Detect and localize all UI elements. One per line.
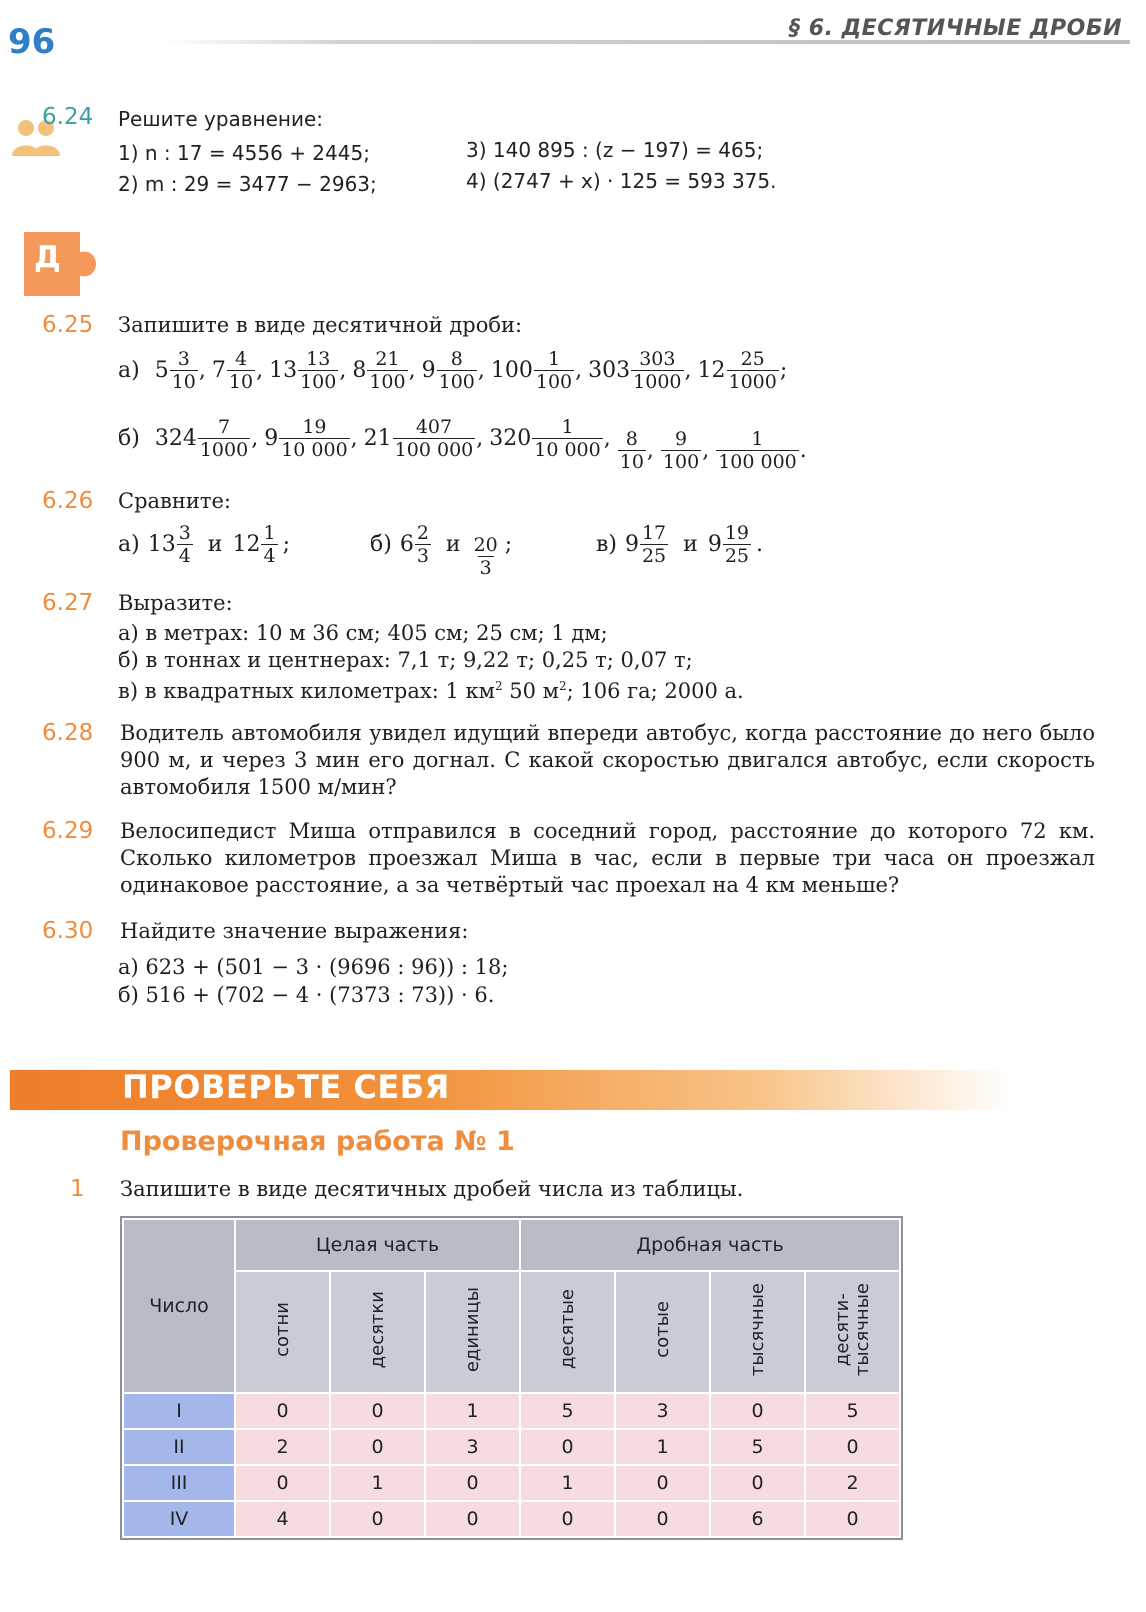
problem-number-6-27: 6.27 (42, 590, 94, 616)
mixed-number (155, 416, 258, 461)
mixed-number (364, 416, 484, 461)
denominator: 10 (171, 371, 196, 393)
separator: , (339, 358, 347, 383)
fraction (279, 416, 349, 461)
numerator: 1 (263, 522, 276, 544)
task-1-text: Запишите в виде десятичных дробей числа из таблицы. (120, 1177, 744, 1201)
denominator: 25 (724, 545, 750, 567)
whole-part: 21 (363, 426, 392, 451)
column-header (235, 1271, 330, 1393)
separator: , (476, 426, 484, 451)
fraction (723, 522, 751, 567)
table-cell: 1 (425, 1393, 520, 1429)
table-cell: 4 (235, 1501, 330, 1537)
whole-part: 320 (489, 426, 532, 451)
equation-4: 4) (2747 + x) · 125 = 593 375. (466, 169, 777, 193)
mixed-number (269, 348, 346, 393)
denominator: 100 000 (394, 439, 474, 461)
problem-number-6-29: 6.29 (42, 818, 94, 844)
denominator: 100 (369, 371, 406, 393)
fraction (198, 416, 250, 461)
table-row (123, 1465, 900, 1501)
table-row (123, 1429, 900, 1465)
mixed-number (264, 416, 357, 461)
fraction (640, 522, 668, 567)
mixed-number (588, 348, 691, 393)
table-cell: 0 (520, 1429, 615, 1465)
denominator: 100 (662, 451, 700, 473)
mixed-number (400, 522, 432, 567)
table-cell: 0 (805, 1501, 900, 1537)
separator: , (646, 438, 654, 463)
numerator: 2 (416, 522, 429, 544)
table-cell: 1 (330, 1465, 425, 1501)
numerator: 13 (306, 348, 331, 370)
header-fraction-part: Дробная часть (520, 1219, 900, 1271)
numerator: 1 (751, 428, 764, 450)
column-header (425, 1271, 520, 1393)
fraction (227, 348, 255, 393)
row-a-label: а) (118, 358, 140, 383)
problem-6-27-c (118, 673, 744, 705)
numerator: 1 (547, 348, 561, 370)
section-title: § 6. ДЕСЯТИЧНЫЕ ДРОБИ (789, 16, 1122, 41)
fraction (472, 534, 500, 579)
problem-6-26-title: Сравните: (118, 489, 231, 513)
mixed-number (491, 348, 582, 393)
table-cell: 0 (330, 1501, 425, 1537)
fraction (261, 522, 277, 567)
numerator: 20 (473, 534, 498, 556)
c-sup-1: 2 (494, 679, 503, 693)
fraction (415, 522, 431, 567)
fraction (661, 428, 701, 473)
denominator: 4 (263, 545, 276, 567)
row-a-items (154, 348, 794, 393)
whole-part: 324 (154, 426, 197, 451)
separator: , (477, 358, 485, 383)
numerator: 303 (639, 348, 676, 370)
table-cell: 3 (425, 1429, 520, 1465)
whole-part: 9 (421, 358, 436, 383)
table-cell: 2 (805, 1465, 900, 1501)
denominator: 25 (641, 545, 667, 567)
denominator: 10 (228, 371, 254, 393)
column-header (520, 1271, 615, 1393)
separator: , (408, 358, 416, 383)
whole-part: 9 (707, 532, 722, 557)
mixed-number (617, 428, 654, 473)
mixed-number (489, 416, 610, 461)
whole-part: 12 (232, 532, 261, 557)
table-cell: 5 (710, 1429, 805, 1465)
denominator: 10 000 (281, 439, 348, 461)
problem-6-28-text: Водитель автомобиля увидел идущий впереди автобус, когда расстояние до него было 900 м, и через 3 мин его догнал. С какой скоростью двигался автобус, если скорость автомобиля 1500 м/мин? (120, 721, 1095, 799)
whole-part: 9 (264, 426, 279, 451)
separator: , (575, 358, 583, 383)
separator: , (702, 438, 710, 463)
fraction (631, 348, 683, 393)
fraction (393, 416, 476, 461)
numerator: 4 (234, 348, 248, 370)
numerator: 19 (302, 416, 327, 438)
and-word: и (445, 532, 461, 557)
whole-part: 8 (352, 358, 367, 383)
equation-2: 2) m : 29 = 3477 − 2963; (118, 172, 377, 196)
and-word: и (207, 532, 223, 557)
table-cell: 0 (710, 1465, 805, 1501)
row-label: III (123, 1465, 235, 1501)
numerator: 8 (450, 348, 463, 370)
table-row (123, 1501, 900, 1537)
denominator: 100 (438, 371, 475, 393)
fraction (437, 348, 477, 393)
separator: , (198, 358, 206, 383)
fraction (170, 348, 198, 393)
column-header-text: тысячные (746, 1282, 768, 1377)
fraction (534, 348, 574, 393)
fraction (618, 428, 646, 473)
mixed-number (212, 348, 263, 393)
table-grid (122, 1218, 901, 1538)
mixed-number (708, 522, 752, 567)
problem-number-6-28: 6.28 (42, 720, 94, 746)
table-cell: 2 (235, 1429, 330, 1465)
mixed-number (471, 534, 501, 579)
test-title: Проверочная работа № 1 (120, 1126, 515, 1157)
problem-6-27-b: б) в тоннах и центнерах: 7,1 т; 9,22 т; 0,25 т; 0,07 т; (118, 648, 693, 672)
separator: , (256, 358, 264, 383)
compare-a-label: а) (118, 532, 140, 557)
whole-part: 7 (211, 358, 226, 383)
row-b-items (154, 416, 813, 473)
table-cell: 0 (235, 1393, 330, 1429)
table-cell: 1 (615, 1429, 710, 1465)
denominator: 100 000 (718, 451, 797, 473)
numerator: 407 (415, 416, 453, 438)
problem-6-30-b: б) 516 + (702 − 4 · (7373 : 73)) · 6. (118, 983, 495, 1007)
denominator: 3 (416, 545, 429, 567)
whole-part: 5 (154, 358, 169, 383)
separator: . (799, 438, 807, 463)
mixed-number (625, 522, 669, 567)
denominator: 10 000 (534, 439, 601, 461)
column-header-text: десятые (556, 1289, 578, 1370)
problem-6-27-title: Выразите: (118, 591, 233, 615)
table-cell: 0 (615, 1501, 710, 1537)
mixed-number (148, 522, 194, 567)
table-body (123, 1393, 900, 1537)
mixed-number (155, 348, 206, 393)
numerator: 9 (675, 428, 688, 450)
column-header-text: единицы (461, 1286, 483, 1373)
whole-part: 6 (399, 532, 414, 557)
whole-part: 303 (588, 358, 631, 383)
problem-6-30-a: а) 623 + (501 − 3 · (9696 : 96)) : 18; (118, 955, 509, 979)
whole-part: 13 (147, 532, 176, 557)
column-header-text: десятки (366, 1290, 388, 1369)
equation-1: 1) n : 17 = 4556 + 2445; (118, 141, 370, 165)
whole-part: 9 (624, 532, 639, 557)
table-cell: 6 (710, 1501, 805, 1537)
numerator: 3 (178, 522, 191, 544)
denominator: 100 (535, 371, 573, 393)
table-cell: 0 (425, 1501, 520, 1537)
table-cell: 0 (330, 1393, 425, 1429)
denominator: 1000 (728, 371, 777, 393)
row-b-label: б) (118, 426, 140, 451)
column-header-text: сотни (271, 1302, 293, 1357)
column-header-text: десяти- тысячные (831, 1282, 873, 1377)
fractions-row-b (118, 416, 813, 473)
row-label: IV (123, 1501, 235, 1537)
whole-part: 100 (490, 358, 533, 383)
page-number: 96 (8, 22, 56, 62)
compare-b (370, 522, 512, 579)
mixed-number (422, 348, 485, 393)
homework-badge-letter: Д (34, 240, 61, 275)
denominator: 10 (619, 451, 644, 473)
problem-6-30-title: Найдите значение выражения: (120, 919, 469, 943)
row-label: I (123, 1393, 235, 1429)
end-mark: ; (282, 532, 290, 557)
numerator: 3 (177, 348, 190, 370)
compare-c (596, 522, 763, 567)
numerator: 1 (561, 416, 574, 438)
problem-6-24-title: Решите уравнение: (118, 107, 324, 131)
table-cell: 0 (710, 1393, 805, 1429)
problem-number-6-26: 6.26 (42, 488, 94, 514)
equation-3: 3) 140 895 : (z − 197) = 465; (466, 138, 764, 162)
fractions-row-a (118, 348, 793, 393)
header-number: Число (123, 1219, 235, 1393)
fraction (177, 522, 193, 567)
table-cell: 1 (520, 1465, 615, 1501)
table-cell: 0 (615, 1465, 710, 1501)
problem-number-6-30: 6.30 (42, 918, 94, 944)
compare-b-label: б) (370, 532, 392, 557)
mixed-number (232, 522, 278, 567)
mixed-number (352, 348, 415, 393)
c-part-3: ; 106 га; 2000 а. (566, 679, 744, 703)
column-header (330, 1271, 425, 1393)
separator: , (350, 426, 358, 451)
whole-part: 13 (269, 358, 298, 383)
fraction (367, 348, 407, 393)
column-header (615, 1271, 710, 1393)
table-cell: 0 (235, 1465, 330, 1501)
fraction (727, 348, 779, 393)
problem-number-6-25: 6.25 (42, 312, 94, 338)
mixed-number (660, 428, 709, 473)
problem-6-29-text: Велосипедист Миша отправился в соседний город, расстояние до которого 72 км. Сколько километров проезжал Миша в час, если в первые три часа он проезжал одинаковое расстояние, а за четвёртый час проехал на 4 км меньше? (120, 819, 1095, 897)
separator: , (684, 358, 692, 383)
problem-6-27-a: а) в метрах: 10 м 36 см; 405 см; 25 см; 1 дм; (118, 621, 608, 645)
table-cell: 3 (615, 1393, 710, 1429)
place-value-table (120, 1216, 903, 1540)
fraction (298, 348, 338, 393)
numerator: 17 (641, 522, 667, 544)
mixed-number (698, 348, 788, 393)
numerator: 25 (740, 348, 765, 370)
and-word: и (683, 532, 698, 557)
column-header-text: сотые (651, 1301, 673, 1358)
denominator: 1000 (199, 439, 249, 461)
column-header (710, 1271, 805, 1393)
mixed-number (715, 428, 807, 473)
table-cell: 0 (425, 1465, 520, 1501)
c-part-2: 50 м (502, 679, 559, 703)
problem-6-25-title: Запишите в виде десятичной дроби: (118, 313, 523, 337)
header-whole-part: Целая часть (235, 1219, 520, 1271)
compare-a (118, 522, 290, 567)
denominator: 1000 (633, 371, 682, 393)
table-row (123, 1393, 900, 1429)
table-cell: 5 (520, 1393, 615, 1429)
task-number-1: 1 (70, 1176, 85, 1202)
separator: , (251, 426, 259, 451)
separator: ; (779, 358, 788, 383)
end-mark: . (756, 532, 764, 557)
separator: , (603, 426, 611, 451)
denominator: 4 (178, 545, 191, 567)
whole-part: 12 (697, 358, 726, 383)
numerator: 8 (625, 428, 638, 450)
table-cell: 0 (330, 1429, 425, 1465)
table-cell: 0 (805, 1429, 900, 1465)
compare-c-label: в) (596, 532, 617, 557)
fraction (532, 416, 602, 461)
numerator: 21 (375, 348, 400, 370)
column-headers (123, 1271, 900, 1393)
table-cell: 5 (805, 1393, 900, 1429)
numerator: 19 (724, 522, 750, 544)
end-mark: ; (504, 532, 513, 557)
c-part-1: в) в квадратных километрах: 1 км (118, 679, 495, 703)
fraction (716, 428, 799, 473)
problem-number-6-24: 6.24 (42, 104, 94, 130)
numerator: 7 (217, 416, 231, 438)
denominator: 3 (479, 557, 492, 579)
row-label: II (123, 1429, 235, 1465)
homework-badge (24, 232, 96, 296)
banner-title: ПРОВЕРЬТЕ СЕБЯ (122, 1068, 450, 1106)
c-sup-2: 2 (559, 679, 567, 693)
table-cell: 0 (520, 1501, 615, 1537)
column-header (805, 1271, 900, 1393)
denominator: 100 (300, 371, 337, 393)
